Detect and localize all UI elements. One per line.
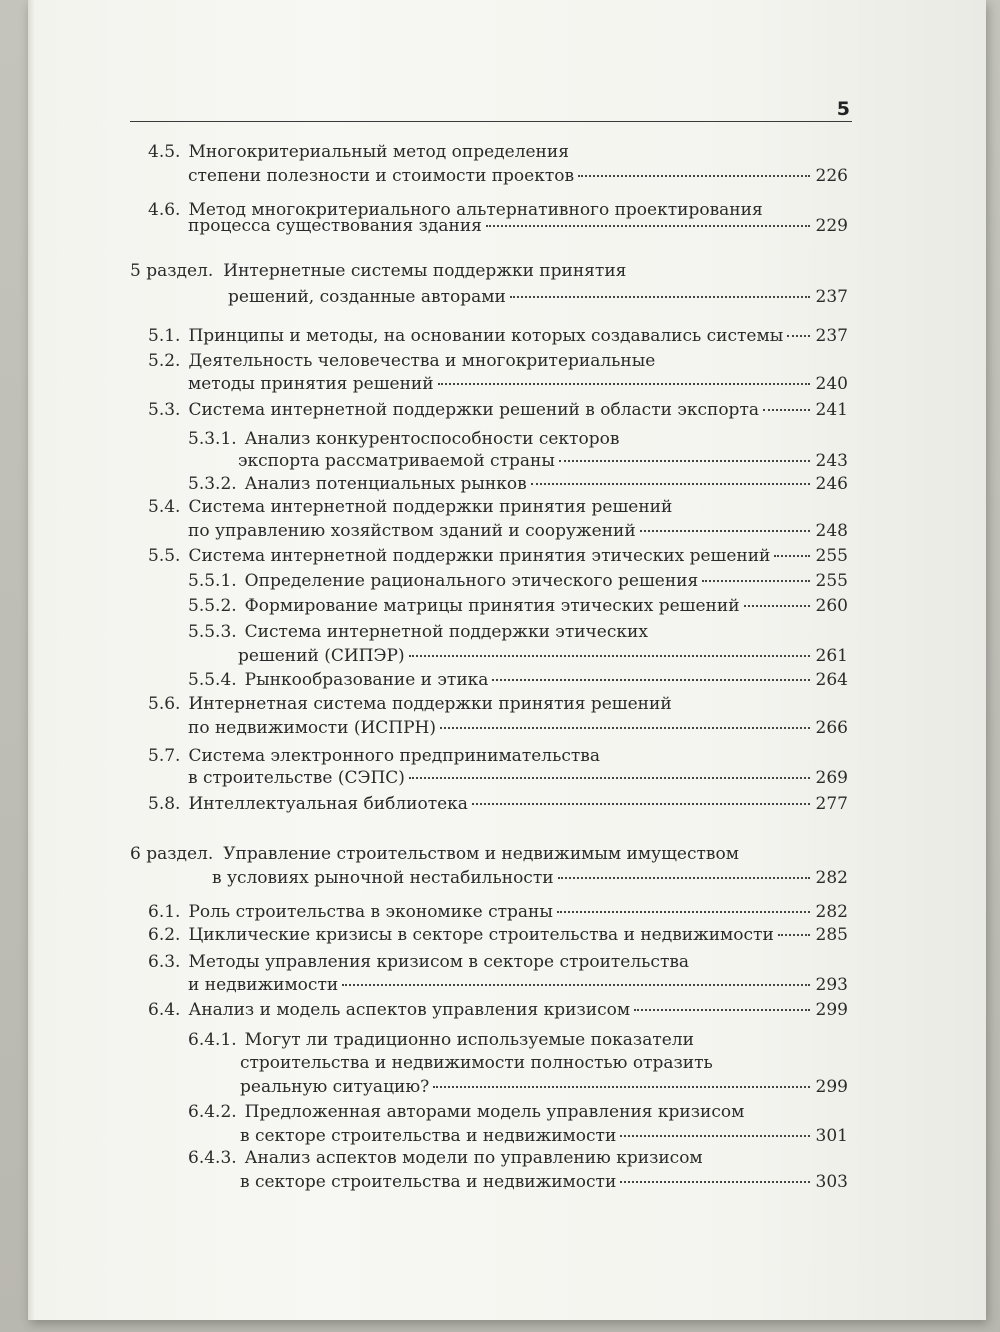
toc-entry-number: 6.2. bbox=[148, 925, 181, 945]
toc-entry-number: 5.3. bbox=[148, 400, 181, 420]
toc-line bbox=[148, 398, 848, 422]
toc-entry-number: 5.5. bbox=[148, 546, 181, 566]
dot-leader bbox=[744, 605, 810, 607]
toc-page-number: 260 bbox=[815, 596, 848, 616]
toc-page-number: 299 bbox=[815, 1077, 848, 1097]
page-number: 5 bbox=[836, 98, 850, 120]
dot-leader bbox=[342, 984, 809, 986]
toc-entry-number: 5 раздел. bbox=[130, 261, 214, 281]
dot-leader bbox=[557, 911, 810, 913]
toc-page-number: 255 bbox=[815, 571, 848, 591]
toc-line bbox=[188, 594, 848, 618]
toc-line bbox=[188, 1100, 744, 1124]
toc-entry-title: реальную ситуацию? bbox=[240, 1077, 430, 1097]
toc-page-number: 303 bbox=[815, 1172, 848, 1192]
toc-entry-number: 5.4. bbox=[148, 497, 181, 517]
toc-entry-number: 6 раздел. bbox=[130, 844, 214, 864]
toc-line bbox=[188, 164, 848, 188]
toc-line bbox=[148, 950, 689, 974]
toc-line bbox=[148, 140, 569, 164]
toc-line bbox=[148, 349, 655, 373]
toc-entry-number: 5.5.4. bbox=[188, 670, 237, 690]
toc-entry-number: 6.3. bbox=[148, 952, 181, 972]
toc-entry-number: 5.7. bbox=[148, 746, 181, 766]
toc-page-number: 285 bbox=[815, 925, 848, 945]
toc-entry-title: Принципы и методы, на основании которых создавались системы bbox=[188, 326, 784, 346]
toc-entry-title: в строительстве (СЭПС) bbox=[188, 768, 405, 788]
toc-page-number: 246 bbox=[815, 474, 848, 494]
toc-line bbox=[188, 668, 848, 692]
dot-leader bbox=[472, 803, 810, 805]
toc-line bbox=[188, 427, 619, 451]
toc-entry-number: 6.4.3. bbox=[188, 1148, 237, 1168]
dot-leader bbox=[486, 225, 810, 227]
toc-entry-title: Многокритериальный метод определения bbox=[188, 142, 569, 162]
toc-line bbox=[188, 569, 848, 593]
toc-page-number: 299 bbox=[815, 1000, 848, 1020]
toc-entry-title: Система интернетной поддержки принятия решений bbox=[188, 497, 673, 517]
dot-leader bbox=[702, 580, 809, 582]
dot-leader bbox=[620, 1135, 809, 1137]
toc-line bbox=[240, 1075, 848, 1099]
toc-entry-number: 4.5. bbox=[148, 142, 181, 162]
dot-leader bbox=[440, 727, 810, 729]
toc-entry-title: Методы управления кризисом в секторе строительства bbox=[188, 952, 690, 972]
toc-entry-number: 5.1. bbox=[148, 326, 181, 346]
toc-entry-title: Формирование матрицы принятия этических решений bbox=[244, 596, 740, 616]
toc-entry-title: Система интернетной поддержки принятия этических решений bbox=[188, 546, 771, 566]
toc-entry-number: 5.5.1. bbox=[188, 571, 237, 591]
toc-page-number: 240 bbox=[815, 374, 848, 394]
toc-entry-number: 5.5.3. bbox=[188, 622, 237, 642]
toc-entry-title: Анализ потенциальных рынков bbox=[244, 474, 527, 494]
toc-page-number: 282 bbox=[815, 902, 848, 922]
toc-line bbox=[148, 544, 848, 568]
dot-leader bbox=[510, 296, 810, 298]
toc-line bbox=[240, 1124, 848, 1148]
toc-line bbox=[188, 372, 848, 396]
toc-entry-title: и недвижимости bbox=[188, 975, 339, 995]
toc-entry-number: 4.6. bbox=[148, 200, 181, 220]
toc-line bbox=[148, 923, 848, 947]
toc-entry-title: решений (СИПЭР) bbox=[238, 646, 405, 666]
toc-line bbox=[188, 214, 848, 238]
toc-entry-title: в секторе строительства и недвижимости bbox=[240, 1126, 617, 1146]
toc-line bbox=[188, 472, 848, 496]
toc-page-number: 226 bbox=[815, 166, 848, 186]
toc-entry-title: в условиях рыночной нестабильности bbox=[212, 868, 554, 888]
dot-leader bbox=[531, 483, 810, 485]
toc-entry-title: Предложенная авторами модель управления кризисом bbox=[244, 1102, 745, 1122]
toc-line bbox=[212, 866, 848, 890]
toc-line bbox=[238, 644, 848, 668]
dot-leader bbox=[433, 1086, 809, 1088]
toc-line bbox=[188, 973, 848, 997]
toc-entry-title: в секторе строительства и недвижимости bbox=[240, 1172, 617, 1192]
dot-leader bbox=[640, 530, 810, 532]
toc-page-number: 266 bbox=[815, 718, 848, 738]
toc-entry-number: 5.5.2. bbox=[188, 596, 237, 616]
dot-leader bbox=[559, 460, 810, 462]
dot-leader bbox=[634, 1009, 809, 1011]
dot-leader bbox=[778, 934, 810, 936]
toc-entry-number: 5.8. bbox=[148, 794, 181, 814]
toc-line bbox=[228, 285, 848, 309]
toc-line bbox=[148, 692, 672, 716]
toc-entry-number: 5.6. bbox=[148, 694, 181, 714]
toc-page-number: 237 bbox=[815, 326, 848, 346]
toc-line bbox=[188, 519, 848, 543]
toc-line bbox=[148, 998, 848, 1022]
toc-entry-title: строительства и недвижимости полностью отразить bbox=[240, 1053, 713, 1073]
toc-page-number: 237 bbox=[815, 287, 848, 307]
toc-entry-title: Определение рационального этического решения bbox=[244, 571, 699, 591]
toc-entry-number: 6.4. bbox=[148, 1000, 181, 1020]
toc-entry-title: Деятельность человечества и многокритериальные bbox=[188, 351, 656, 371]
toc-entry-title: Интеллектуальная библиотека bbox=[188, 794, 468, 814]
toc-line bbox=[240, 1170, 848, 1194]
toc-line bbox=[148, 744, 600, 768]
toc-entry-title: степени полезности и стоимости проектов bbox=[188, 166, 575, 186]
toc-entry-number: 6.4.2. bbox=[188, 1102, 237, 1122]
toc-page-number: 277 bbox=[815, 794, 848, 814]
toc-page-number: 301 bbox=[815, 1126, 848, 1146]
dot-leader bbox=[774, 555, 809, 557]
toc-entry-title: Могут ли традиционно используемые показатели bbox=[244, 1030, 694, 1050]
toc-entry-title: экспорта рассматриваемой страны bbox=[238, 451, 555, 471]
toc-page-number: 229 bbox=[815, 216, 848, 236]
toc-line bbox=[188, 716, 848, 740]
toc-page-number: 269 bbox=[815, 768, 848, 788]
toc-entry-title: методы принятия решений bbox=[188, 374, 434, 394]
toc-page-number: 243 bbox=[815, 451, 848, 471]
dot-leader bbox=[620, 1181, 809, 1183]
toc-page-number: 261 bbox=[815, 646, 848, 666]
toc-entry-number: 6.4.1. bbox=[188, 1030, 237, 1050]
toc-line bbox=[188, 1146, 703, 1170]
toc-entry-title: Циклические кризисы в секторе строительства и недвижимости bbox=[188, 925, 774, 945]
dot-leader bbox=[492, 679, 809, 681]
toc-line bbox=[130, 842, 739, 866]
dot-leader bbox=[578, 175, 809, 177]
toc-entry-title: по недвижимости (ИСПРН) bbox=[188, 718, 437, 738]
toc-page-number: 282 bbox=[815, 868, 848, 888]
toc-entry-title: процесса существования здания bbox=[188, 216, 482, 236]
page-edge bbox=[28, 0, 34, 1320]
toc-line bbox=[240, 1051, 713, 1075]
toc-entry-title: Метод многокритериального альтернативного проектирования bbox=[188, 200, 763, 220]
dot-leader bbox=[787, 335, 809, 337]
toc-entry-title: Система электронного предпринимательства bbox=[188, 746, 600, 766]
toc-line bbox=[238, 449, 848, 473]
toc-page-number: 293 bbox=[815, 975, 848, 995]
toc-page-number: 255 bbox=[815, 546, 848, 566]
toc-entry-title: Рынкообразование и этика bbox=[244, 670, 489, 690]
toc-entry-title: решений, созданные авторами bbox=[228, 287, 506, 307]
toc-entry-title: Анализ конкурентоспособности секторов bbox=[244, 429, 620, 449]
toc-line bbox=[188, 620, 648, 644]
toc-line bbox=[148, 324, 848, 348]
toc-line bbox=[130, 259, 626, 283]
toc-entry-number: 5.3.1. bbox=[188, 429, 237, 449]
toc-entry-title: Анализ аспектов модели по управлению кризисом bbox=[244, 1148, 703, 1168]
toc-line bbox=[148, 495, 672, 519]
toc-entry-number: 6.1. bbox=[148, 902, 181, 922]
toc-entry-title: Интернетные системы поддержки принятия bbox=[223, 261, 627, 281]
toc-line bbox=[188, 1028, 694, 1052]
header-rule bbox=[130, 121, 852, 122]
toc-page-number: 241 bbox=[815, 400, 848, 420]
toc-entry-title: Система интернетной поддержки решений в области экспорта bbox=[188, 400, 759, 420]
toc-line bbox=[148, 792, 848, 816]
toc-entry-title: Управление строительством и недвижимым имуществом bbox=[223, 844, 739, 864]
toc-entry-title: Роль строительства в экономике страны bbox=[188, 902, 553, 922]
toc-line bbox=[148, 900, 848, 924]
dot-leader bbox=[763, 409, 810, 411]
toc-entry-number: 5.3.2. bbox=[188, 474, 237, 494]
dot-leader bbox=[558, 877, 810, 879]
dot-leader bbox=[409, 777, 810, 779]
toc-page-number: 248 bbox=[815, 521, 848, 541]
dot-leader bbox=[438, 383, 810, 385]
toc-entry-title: Интернетная система поддержки принятия решений bbox=[188, 694, 672, 714]
dot-leader bbox=[409, 655, 810, 657]
toc-entry-title: Анализ и модель аспектов управления кризисом bbox=[188, 1000, 631, 1020]
toc-line bbox=[188, 766, 848, 790]
toc-entry-title: по управлению хозяйством зданий и сооружений bbox=[188, 521, 636, 541]
toc-page-number: 264 bbox=[815, 670, 848, 690]
toc-entry-title: Система интернетной поддержки этических bbox=[244, 622, 648, 642]
toc-entry-number: 5.2. bbox=[148, 351, 181, 371]
